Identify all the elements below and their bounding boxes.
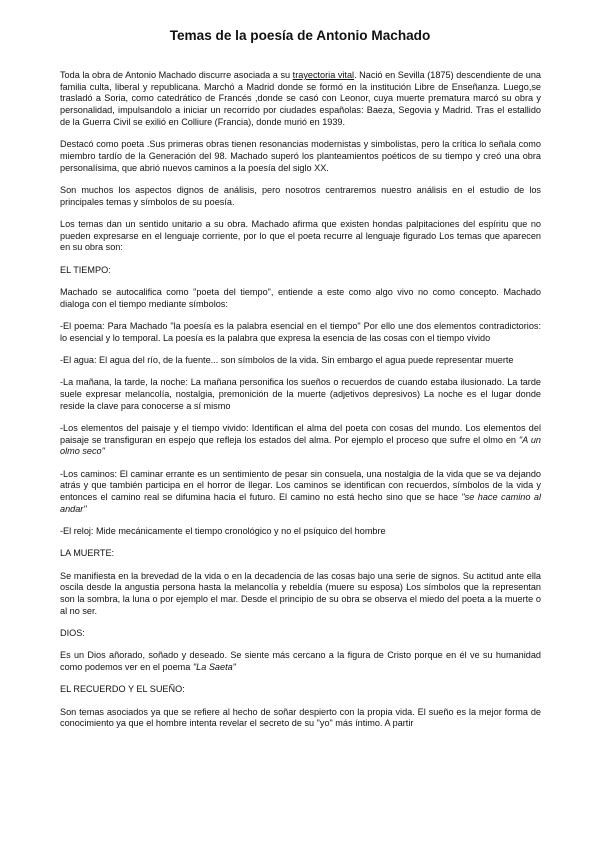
la-saeta-title: "La Saeta"	[192, 661, 236, 672]
poet-paragraph: Destacó como poeta .Sus primeras obras tienen resonancias modernistas y simbolistas, pero la crítica lo señala como miembro tardío de la Generación del 98. Machado superó los planteamientos poéticos de su tiempo y creó una obra personalísima, que abrió nuevos caminos a la poesía del siglo XX.	[60, 139, 541, 173]
themes-intro-paragraph: Los temas dan un sentido unitario a su obra. Machado afirma que existen hondas palpitaciones del espíritu que no pueden expresarse en el lenguaje corriente, por lo que el poeta recurre al lenguaje figurado Los temas que aparecen en su obra son:	[60, 218, 541, 253]
intro-text-start: Toda la obra de Antonio Machado discurre asociada a su	[60, 70, 293, 80]
tiempo-agua-item: -El agua: El agua del río, de la fuente... son símbolos de la vida. Sin embargo el agua puede representar muerte	[60, 354, 514, 365]
analysis-paragraph: Son muchos los aspectos dignos de análisis, pero nosotros centraremos nuestro análisis en el estudio de los principales temas y símbolos de su poesía.	[60, 184, 541, 207]
dios-text: Es un Dios añorado, soñado y deseado. Se siente más cercano a la figura de Cristo porque en él ve su humanidad como podemos ver en el poema	[60, 650, 541, 672]
section-heading-dios: DIOS:	[60, 627, 85, 638]
intro-text-end: . Nació en Sevilla (1875) descendiente de una familia culta, liberal y republicana. Marchó a Madrid donde se formó en la institución Libre de Enseñanza. Luego,se trasladó a Soria, como catedrático de Francés ,donde se casó con Leonor, cuya muerte prematura marcó su obra y personalidad, impulsandolo a iniciar un recorrido por ciudades españolas: Baeza, Segovia y Madrid. Tras el estallido de la Guerra Civil se exilió en Colliure (Francia), donde murió en 1939.	[60, 70, 541, 127]
document-body	[60, 70, 541, 741]
tiempo-intro-paragraph: Machado se autocalifica como "poeta del tiempo", entiende a este como algo vivo no como concepto. Machado dialoga con el tiempo mediante símbolos:	[60, 286, 541, 309]
trayectoria-vital-link[interactable]: trayectoria vital	[292, 70, 355, 80]
tiempo-manana-item: -La mañana, la tarde, la noche: La mañana personifica los sueños o recuerdos de cuando estaba ilusionado. La tarde suele expresar melancolía, nostalgia, premonición de la muerte (adjetivos depresivos) La noche es el lugar donde reside la clave para conocerse a sí mismo	[60, 377, 541, 411]
intro-paragraph	[60, 70, 541, 129]
tiempo-paisaje-item	[60, 423, 541, 458]
dios-paragraph	[60, 650, 541, 673]
camino-quote: "se hace camino al andar"	[60, 491, 541, 514]
olmo-seco-title: "A un olmo seco"	[60, 434, 541, 457]
tiempo-paisaje-text: -Los elementos del paisaje y el tiempo vivido: Identifican el alma del poeta con cosas del mundo. Los elementos del paisaje se transfiguran en espejo que refleja los estados del alma. Por ejemplo el proceso que sufre el olmo en	[60, 422, 541, 445]
tiempo-caminos-item	[60, 469, 541, 516]
muerte-paragraph: Se manifiesta en la brevedad de la vida o en la decadencia de las cosas bajo una serie de signos. Su actitud ante ella oscila desde la angustia persona hasta la melancolía y rebeldía (muere su esposa) Los símbolos que la representan son la sombra, la luna o por ejemplo el mar. Desde el principio de su obra se observa el miedo del poeta a la muerte o al no ser.	[60, 570, 541, 616]
page-title: Temas de la poesía de Antonio Machado	[169, 28, 431, 43]
tiempo-caminos-text: -Los caminos: El caminar errante es un sentimiento de pesar sin consuela, una nostalgia de la vida que se va dejando atrás y que también participa en el horror de llegar. Los caminos se identifican con recuerdos, símbolos de la vida y entonces el camino real se difumina hacia el futuro. El camino no está hecho sino que se hace	[60, 468, 541, 502]
recuerdo-paragraph: Son temas asociados ya que se refiere al hecho de soñar despierto con la propia vida. El sueño es la mejor forma de conocimiento ya que el hombre intenta revelar el secreto de su "yo" más íntimo. A partir	[60, 706, 541, 729]
tiempo-poema-item: -El poema: Para Machado "la poesía es la palabra esencial en el tiempo" Por ello une dos elementos contradictorios: lo esencial y lo temporal. La poesía es la palabra que expresa la esencia de las cosas con el tiempo vivido	[60, 320, 541, 343]
section-heading-muerte: LA MUERTE:	[60, 548, 115, 559]
tiempo-reloj-item: -El reloj: Mide mecánicamente el tiempo cronológico y no el psíquico del hombre	[60, 525, 386, 536]
section-heading-tiempo: EL TIEMPO:	[60, 264, 111, 275]
section-heading-recuerdo: EL RECUERDO Y EL SUEÑO:	[60, 684, 185, 695]
